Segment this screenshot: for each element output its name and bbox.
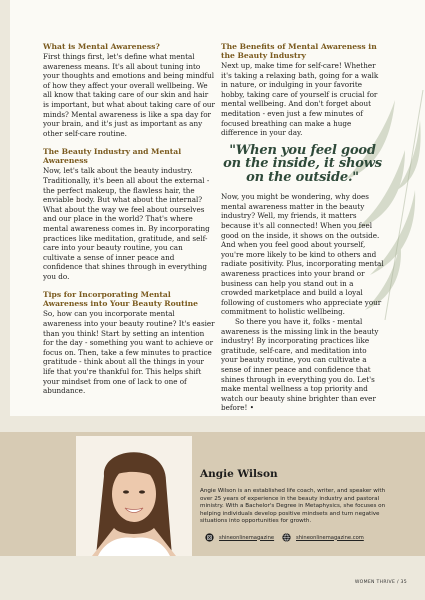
author-bio: Angie Wilson is an established life coach, writer, and speaker with over 25 years of experience in the beauty industry and pastoral ministry. With a Bachelor's Degree in Metaphysics, she focuses on helping individuals develop positive mindsets and turn negative situations into opportunities for growth. [200,488,386,525]
section-body: Next up, make time for self-care! Whether it's taking a relaxing bath, going for a walk in nature, or indulging in your favorite hobby, taking care of yourself is crucial for mental wellbeing. And don't forget about meditation - even just a few minutes of focused breathing can make a huge difference in your day. [221,61,379,138]
section-heading: Tips for Incorporating Mental Awareness into Your Beauty Routine [43,290,198,309]
closing-paragraph: So there you have it, folks - mental awareness is the missing link in the beauty industry! By incorporating practices like gratitude, self-care, and meditation into your beauty routine, you can cultivate a sense of inner peace and confidence that shines through in everything you do. Let's make mental wellness a top priority and watch our beauty shine brighter than ever before! • [221,316,379,413]
section-body: First things first, let's define what mental awareness means. It's all about tuning into your thoughts and emotions and being mindful of how they affect your overall wellbeing. We all know that taking care of our skin and hair is important, but what about taking care of our minds? Mental awareness is like a spa day for your brain, and it's just as important as any other self-care routine. [43,52,215,138]
page-footer: WOMEN THRIVE / 35 [354,580,407,585]
author-name: Angie Wilson [200,468,278,480]
right-column [221,42,384,413]
section-heading: The Beauty Industry and Mental Awareness [43,147,182,166]
section-heading: The Benefits of Mental Awareness in the Beauty Industry [221,42,377,60]
globe-icon [282,533,291,542]
left-column [43,42,215,396]
section-body: Now, let's talk about the beauty industry. Traditionally, it's been all about the external - the perfect makeup, the flawless hair, the enviable body. But what about the internal? What about the way we feel about ourselves and our place in the world? That's where mental awareness comes in. By incorporating practices like meditation, gratitude, and self-care into your beauty routine, you can cultivate a sense of inner peace and confidence that shines through in everything you do. [43,166,210,281]
section-body: So, how can you incorporate mental awareness into your beauty routine? It's easier than you think! Start by setting an intention for the day - something you want to achieve or focus on. Then, take a few minutes to practice gratitude - think about all the things in your life that you're thankful for. This helps shift your mindset from one of lack to one of abundance. [43,309,215,396]
instagram-handle: shineonlinemagazine [219,534,275,541]
section-heading: What is Mental Awareness? [43,42,160,51]
website-link[interactable] [282,533,364,542]
pull-quote: "When you feel good on the inside, it shows on the outside." [223,142,382,185]
section-body: Now, you might be wondering, why does mental awareness matter in the beauty industry? Well, my friends, it matters because it's all connected! When you feel good on the inside, it shows on the outside. And when you feel good about yourself, you're more likely to be kind to others and radiate positivity. Plus, incorporating mental awareness practices into your brand or business can help you stand out in a crowded marketplace and build a loyal following of customers who appreciate your commitment to holistic wellbeing. [221,192,384,317]
author-photo [76,436,192,556]
website-url: shineonlinemagazine.com [296,534,364,541]
instagram-link[interactable] [205,533,274,542]
instagram-icon [205,533,214,542]
